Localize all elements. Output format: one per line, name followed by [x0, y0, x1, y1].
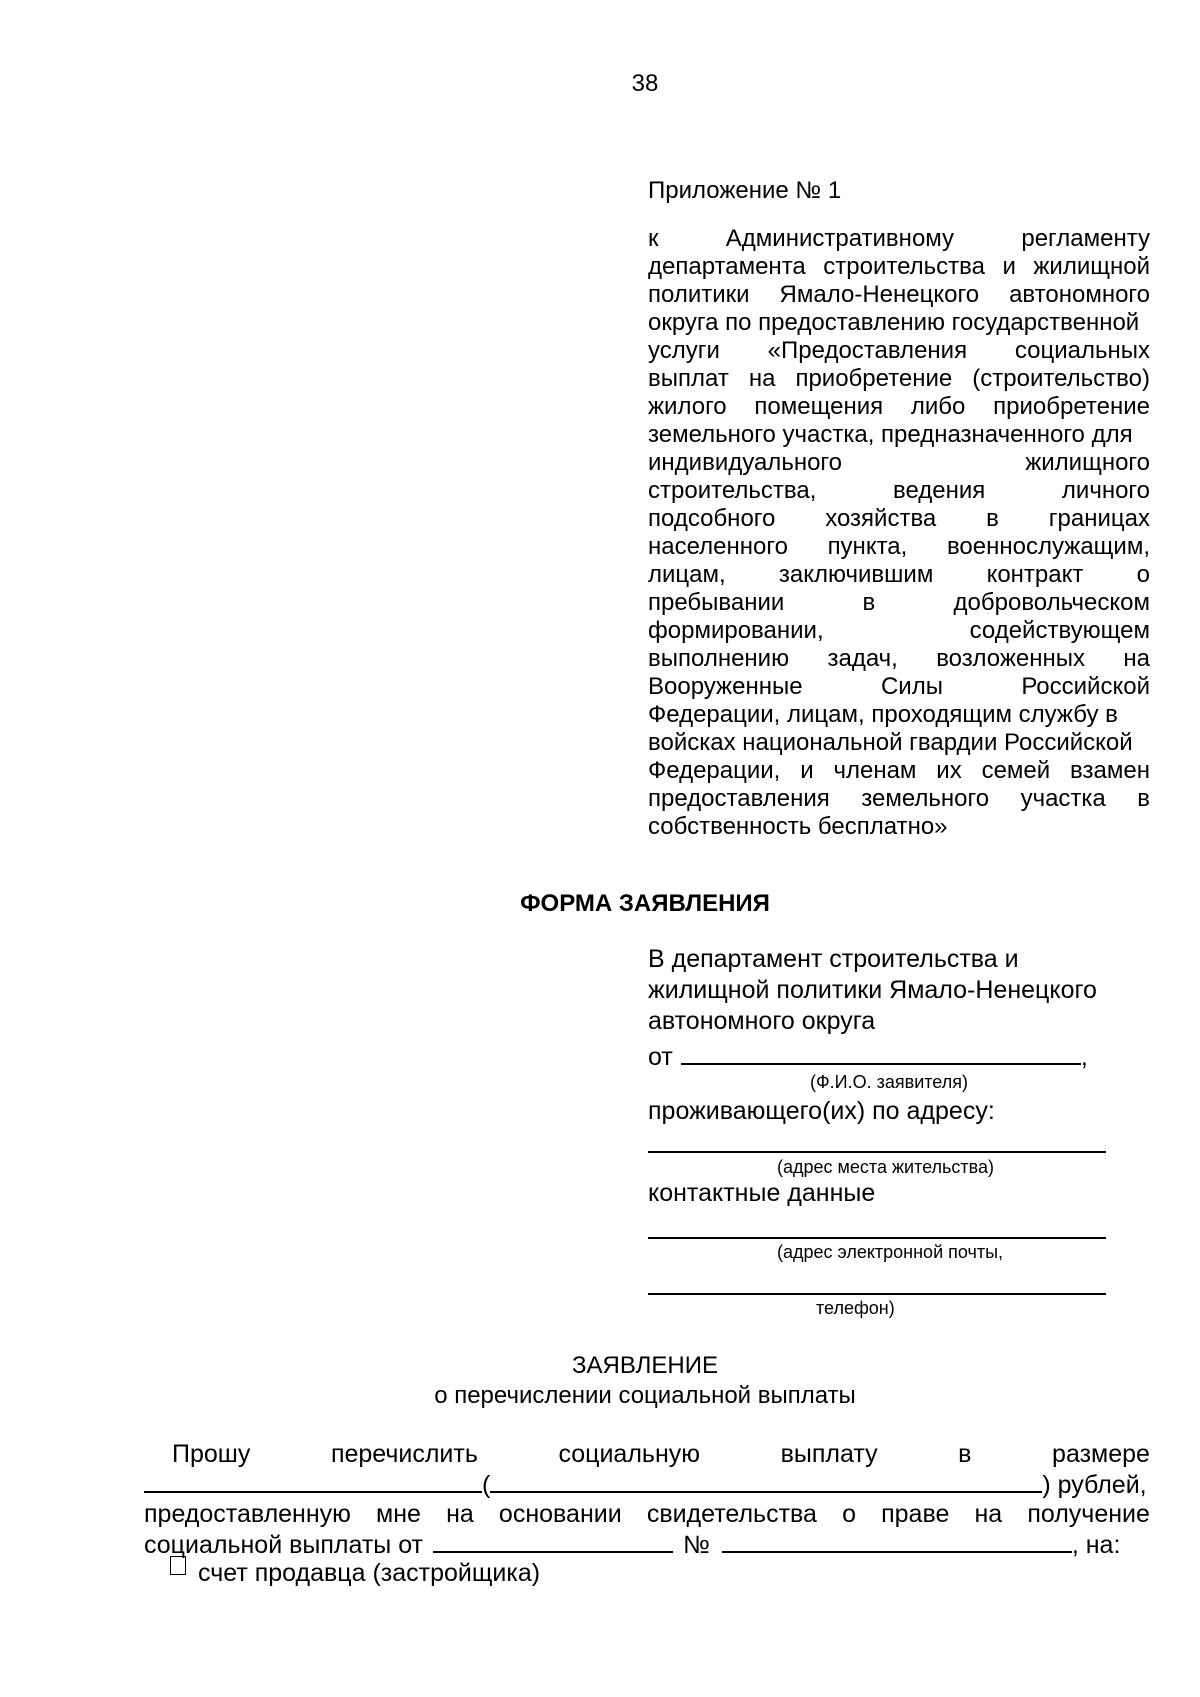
appendix-word: Административному — [725, 225, 955, 252]
appendix-word: членам — [833, 757, 917, 784]
from-line — [648, 1039, 1088, 1073]
statement-word: на — [446, 1500, 474, 1528]
appendix-word: выплат — [648, 365, 729, 392]
appendix-word: границах — [1048, 505, 1150, 532]
address-field[interactable] — [648, 1151, 1106, 1153]
appendix-line — [648, 393, 1150, 421]
amount-open-paren: ( — [482, 1471, 491, 1499]
appendix-word: строительства, — [648, 477, 817, 504]
amount-digits-field[interactable] — [144, 1469, 482, 1493]
phone-field[interactable] — [648, 1293, 1106, 1295]
appendix-word: земельного участка, предназначенного для — [648, 421, 1133, 448]
checkbox[interactable] — [170, 1556, 186, 1575]
appendix-line — [648, 505, 1150, 533]
appendix-word: департамента — [648, 253, 806, 280]
appendix-title: Приложение № 1 — [648, 177, 842, 204]
option-label: счет продавца (застройщика) — [198, 1559, 541, 1587]
statement-word: получение — [1027, 1500, 1150, 1528]
appendix-line — [648, 785, 1150, 813]
appendix-line — [648, 477, 1150, 505]
appendix-word: и — [1002, 253, 1016, 280]
appendix-line — [648, 533, 1150, 561]
appendix-word: задач, — [827, 645, 898, 672]
statement-word: праве — [881, 1500, 950, 1528]
appendix-line — [648, 757, 1150, 785]
statement-word: Прошу — [172, 1440, 251, 1468]
statement-word: о — [842, 1500, 856, 1528]
addressee-line: В департамент строительства и — [648, 945, 1019, 973]
appendix-line — [648, 309, 1150, 337]
appendix-word: Вооруженные — [648, 673, 803, 700]
appendix-word: в — [1137, 785, 1150, 812]
statement-word: размере — [1052, 1440, 1150, 1468]
appendix-word: Силы — [880, 673, 943, 700]
appendix-word: жилищной — [1033, 253, 1150, 280]
appendix-word: в — [862, 589, 876, 616]
statement-word: социальную — [558, 1440, 701, 1468]
appendix-word: взамен — [1070, 757, 1150, 784]
appendix-word: войсках национальной гвардии Российской — [648, 729, 1133, 756]
statement-word: на — [974, 1500, 1003, 1528]
contacts-label: контактные данные — [648, 1179, 876, 1207]
appendix-word: «Предоставления — [767, 337, 968, 364]
phone-caption: телефон) — [816, 1298, 895, 1318]
appendix-word: на — [748, 365, 776, 392]
appendix-word: о — [1136, 561, 1150, 588]
appendix-line — [648, 449, 1150, 477]
addressee-line: жилищной политики Ямало-Ненецкого — [648, 976, 1097, 1004]
appendix-word: политики — [648, 281, 750, 308]
address-caption: (адрес места жительства) — [777, 1157, 995, 1177]
appendix-word: военнослужащим, — [946, 533, 1150, 560]
statement-word: основании — [498, 1500, 622, 1528]
appendix-word: социальных — [1014, 337, 1150, 364]
appendix-word: выполнению — [648, 645, 790, 672]
appendix-word: автономного — [1009, 281, 1150, 308]
appendix-word: на — [1123, 645, 1150, 672]
appendix-line — [648, 253, 1150, 281]
appendix-line — [648, 589, 1150, 617]
appendix-word: либо — [910, 393, 966, 420]
residing-label: проживающего(их) по адресу: — [648, 1097, 995, 1125]
statement-body — [144, 1439, 1150, 1559]
certificate-date-field[interactable] — [433, 1529, 673, 1553]
appendix-word: возложенных — [936, 645, 1086, 672]
appendix-word: формировании, — [648, 617, 824, 644]
appendix-word: Российской — [1021, 673, 1150, 700]
appendix-word: семей — [981, 757, 1051, 784]
appendix-word: земельного — [861, 785, 990, 812]
appendix-word: в — [986, 505, 999, 532]
statement-word: предоставленную — [144, 1500, 351, 1528]
appendix-word: подсобного — [648, 505, 776, 532]
appendix-word: помещения — [754, 393, 884, 420]
option-seller-account[interactable] — [170, 1556, 540, 1588]
statement-word: в — [958, 1440, 972, 1468]
appendix-word: жилого — [648, 393, 727, 420]
appendix-word: участка — [1020, 785, 1106, 812]
appendix-word: лицам, — [648, 561, 726, 588]
statement-line — [144, 1529, 1150, 1559]
appendix-line — [648, 365, 1150, 393]
certificate-number-label: № — [683, 1531, 710, 1559]
appendix-line — [648, 701, 1150, 729]
appendix-word: заключившим — [778, 561, 934, 588]
statement-line — [144, 1439, 1150, 1469]
statement-word: мне — [376, 1500, 421, 1528]
appendix-word: Ямало-Ненецкого — [779, 281, 980, 308]
appendix-line — [648, 673, 1150, 701]
appendix-word: жилищного — [1025, 449, 1150, 476]
appendix-word: населенного — [648, 533, 788, 560]
statement-line — [144, 1499, 1150, 1529]
fio-caption: (Ф.И.О. заявителя) — [810, 1072, 968, 1092]
appendix-line — [648, 729, 1150, 757]
appendix-word: пункта, — [827, 533, 908, 560]
appendix-word: услуги — [648, 337, 720, 364]
appendix-word: индивидуального — [648, 449, 842, 476]
appendix-line — [648, 337, 1150, 365]
form-title: ФОРМА ЗАЯВЛЕНИЯ — [520, 890, 770, 917]
email-field[interactable] — [648, 1237, 1106, 1239]
certificate-suffix: , на: — [1071, 1531, 1121, 1559]
statement-word: выплату — [780, 1440, 878, 1468]
appendix-word: хозяйства — [825, 505, 937, 532]
fio-field[interactable] — [681, 1039, 1081, 1065]
appendix-word: и — [800, 757, 814, 784]
appendix-word: добровольческом — [953, 589, 1150, 616]
appendix-word: приобретение — [993, 393, 1150, 420]
appendix-word: их — [936, 757, 962, 784]
statement-word: свидетельства — [646, 1500, 817, 1528]
appendix-line — [648, 561, 1150, 589]
appendix-word: содействующем — [969, 617, 1150, 644]
appendix-word: строительства — [823, 253, 985, 280]
appendix-word: предоставления — [648, 785, 830, 812]
appendix-line — [648, 281, 1150, 309]
appendix-word: Федерации, лицам, проходящим службу в — [648, 701, 1118, 728]
from-suffix: , — [1080, 1043, 1088, 1071]
addressee-line: автономного округа — [648, 1007, 876, 1035]
appendix-word: личного — [1061, 477, 1150, 504]
appendix-word: контракт — [986, 561, 1084, 588]
certificate-date-label: социальной выплаты от — [144, 1531, 424, 1559]
appendix-line — [648, 645, 1150, 673]
appendix-text — [648, 225, 1150, 841]
email-caption: (адрес электронной почты, — [777, 1242, 1004, 1262]
amount-words-field[interactable] — [490, 1469, 1042, 1493]
statement-title: ЗАЯВЛЕНИЕ — [572, 1352, 718, 1379]
certificate-number-field[interactable] — [722, 1529, 1072, 1553]
statement-subtitle: о перечислении социальной выплаты — [434, 1382, 856, 1409]
page-number: 38 — [631, 70, 659, 97]
appendix-word: округа по предоставлению государственной — [648, 309, 1140, 336]
appendix-word: ведения — [892, 477, 986, 504]
appendix-line — [648, 421, 1150, 449]
appendix-word: приобретение — [795, 365, 953, 392]
from-label: от — [648, 1043, 673, 1071]
statement-word: перечислить — [330, 1440, 478, 1468]
appendix-line — [648, 225, 1150, 253]
appendix-line — [648, 617, 1150, 645]
appendix-word: собственность бесплатно» — [648, 813, 948, 840]
appendix-word: к — [648, 225, 659, 252]
amount-close-text: ) рублей, — [1042, 1471, 1147, 1499]
appendix-word: пребывании — [648, 589, 785, 616]
appendix-word: (строительство) — [972, 365, 1150, 392]
appendix-line — [648, 813, 1150, 841]
addressee-block — [648, 944, 1097, 1037]
appendix-word: регламенту — [1021, 225, 1150, 252]
statement-line — [144, 1469, 1150, 1499]
appendix-word: Федерации, — [648, 757, 781, 784]
